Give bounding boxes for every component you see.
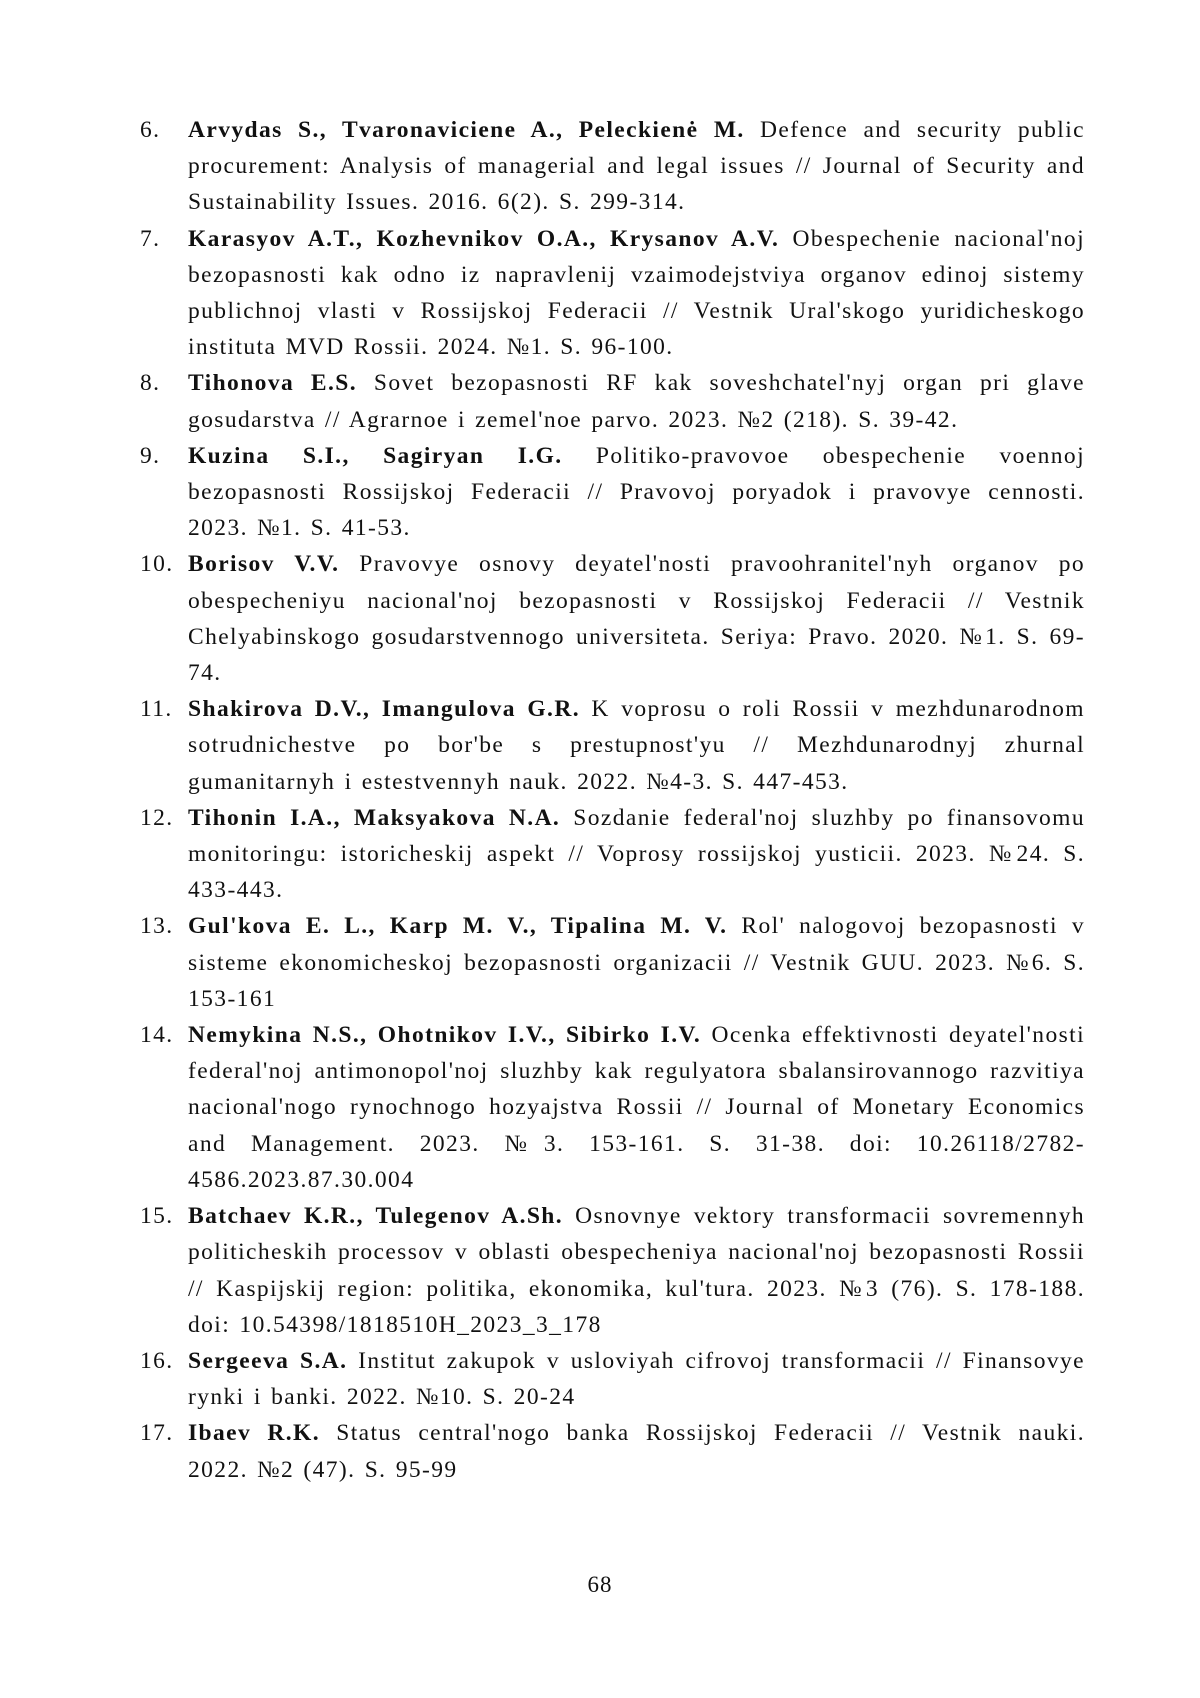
reference-text: Sovet bezopasnosti RF kak soveshchatel'nyj organ pri glave gosudarstva // Agrarnoe i zemel'noe parvo. 2023. №2 (218). S. 39-42. [188, 370, 1085, 433]
reference-authors: Batchaev K.R., Tulegenov A.Sh. [188, 1203, 564, 1230]
reference-authors: Nemykina N.S., Ohotnikov I.V., Sibirko I.V. [188, 1022, 702, 1049]
reference-number: 6. [140, 117, 161, 143]
reference-number: 9. [140, 442, 161, 469]
reference-text: K voprosu o roli Rossii v mezhdunarodnom sotrudnichestve po bor'be s prestupnost'yu // Mezhdunarodnyj zhurnal gumanitarnyh i estestvennyh nauk. 2022. №4-3. S. 447-453. [188, 696, 1085, 795]
reference-item [140, 221, 1085, 366]
reference-item [140, 1198, 1085, 1343]
reference-item [140, 1017, 1085, 1198]
reference-text: Sozdanie federal'noj sluzhby po finansovomu monitoringu: istoricheskij aspekt // Voprosy rossijskoj yusticii. 2023. №24. S. 433-443. [188, 804, 1086, 904]
reference-number: 16. [140, 1347, 174, 1374]
page-number: 68 [587, 1572, 613, 1597]
reference-item [140, 1415, 1085, 1487]
reference-authors: Gul'kova E. L., Karp M. V., Tipalina M. V. [188, 913, 728, 940]
reference-number: 10. [140, 551, 174, 578]
reference-item [140, 365, 1085, 437]
reference-list [140, 112, 1085, 1488]
reference-authors: Borisov V.V. [188, 551, 340, 578]
reference-authors: Karasyov A.T., Kozhevnikov O.A., Krysanov A.V. [188, 225, 780, 252]
reference-authors: Arvydas S., Tvaronaviciene A., Peleckienė M. [188, 117, 745, 143]
reference-authors: Shakirova D.V., Imangulova G.R. [188, 696, 580, 723]
reference-authors: Tihonova E.S. [188, 370, 358, 397]
reference-authors: Sergeeva S.A. [188, 1347, 348, 1374]
reference-text: Obespechenie nacional'noj bezopasnosti kak odno iz napravlenij vzaimodejstviya organov edinoj sistemy publichnoj vlasti v Rossijskoj Federacii // Vestnik Ural'skogo yuridicheskogo instituta MVD Rossii. 2024. №1. S. 96-100. [188, 225, 1085, 361]
reference-item [140, 112, 1085, 221]
reference-item [140, 546, 1085, 691]
reference-number: 11. [140, 696, 173, 723]
reference-number: 15. [140, 1203, 174, 1230]
reference-item [140, 1343, 1085, 1415]
reference-item [140, 800, 1085, 909]
reference-authors: Kuzina S.I., Sagiryan I.G. [188, 442, 563, 469]
reference-text: Status central'nogo banka Rossijskoj Federacii // Vestnik nauki. 2022. №2 (47). S. 95-99 [188, 1420, 1085, 1483]
reference-text: Defence and security public procurement: Analysis of managerial and legal issues // Journal of Security and Sustainability Issues. 2016. 6(2). S. 299-314. [188, 117, 1085, 216]
reference-item [140, 438, 1085, 547]
reference-number: 14. [140, 1022, 174, 1049]
reference-text: Rol' nalogovoj bezopasnosti v sisteme ekonomicheskoj bezopasnosti organizacii // Vestnik GUU. 2023. №6. S. 153-161 [188, 913, 1085, 1012]
reference-number: 13. [140, 913, 174, 940]
reference-text: Osnovnye vektory transformacii sovremennyh politicheskih processov v oblasti obespecheniya nacional'noj bezopasnosti Rossii // Kaspijskij region: politika, ekonomika, kul'tura. 2023. №3 (76). S. 178-188. doi: 10.54398/1818510H_2023_3_178 [188, 1203, 1085, 1338]
reference-item [140, 908, 1085, 1017]
reference-text: Politiko-pravovoe obespechenie voennoj bezopasnosti Rossijskoj Federacii // Pravovoj poryadok i pravovye cennosti. 2023. №1. S. 41-53. [188, 442, 1086, 542]
reference-number: 12. [140, 804, 174, 831]
reference-authors: Ibaev R.K. [188, 1420, 320, 1447]
reference-authors: Tihonin I.A., Maksyakova N.A. [188, 804, 561, 831]
reference-item [140, 691, 1085, 800]
reference-text: Ocenka effektivnosti deyatel'nosti federal'noj antimonopol'noj sluzhby kak regulyatora sbalansirovannogo razvitiya nacional'nogo rynochnogo hozyajstva Rossii // Journal of Monetary Economics and Management. 2023. №3. 153-161. S. 31-38. doi: 10.26118/2782-4586.2023.87.30.004 [188, 1022, 1085, 1193]
reference-text: Pravovye osnovy deyatel'nosti pravoohranitel'nyh organov po obespecheniyu nacional'noj bezopasnosti v Rossijskoj Federacii // Vestnik Chelyabinskogo gosudarstvennogo universiteta. Seriya: Pravo. 2020. №1. S. 69-74. [188, 551, 1085, 687]
reference-text: Institut zakupok v usloviyah cifrovoj transformacii // Finansovye rynki i banki. 2022. №10. S. 20-24 [188, 1347, 1085, 1411]
reference-number: 8. [140, 370, 161, 397]
reference-number: 7. [140, 225, 161, 252]
reference-number: 17. [140, 1420, 174, 1447]
